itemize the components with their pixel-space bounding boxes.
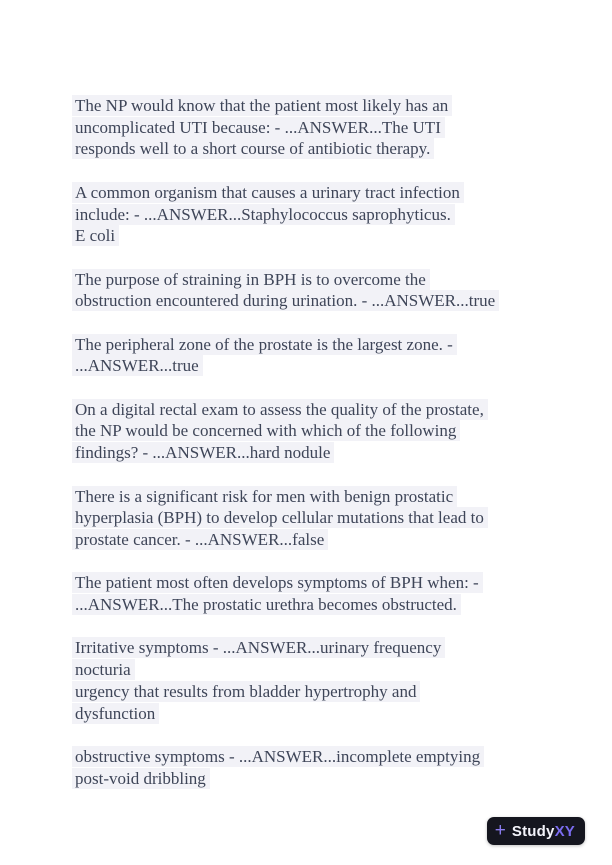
text-line (75, 269, 555, 291)
highlighted-text: ...ANSWER...The prostatic urethra becomes obstructed. (72, 594, 461, 615)
paragraph (75, 334, 555, 377)
text-line (75, 399, 555, 421)
text-line (75, 138, 555, 160)
studyxy-watermark-badge (487, 817, 585, 845)
text-line (75, 529, 555, 551)
highlighted-text: There is a significant risk for men with benign prostatic (72, 486, 457, 507)
highlighted-text: The purpose of straining in BPH is to overcome the (72, 269, 430, 290)
paragraph (75, 572, 555, 615)
text-line (75, 225, 555, 247)
highlighted-text: obstructive symptoms - ...ANSWER...incomplete emptying (72, 746, 484, 767)
highlighted-text: On a digital rectal exam to assess the quality of the prostate, (72, 399, 488, 420)
text-line (75, 182, 555, 204)
text-line (75, 746, 555, 768)
paragraph (75, 182, 555, 247)
text-line (75, 681, 555, 703)
highlighted-text: dysfunction (72, 703, 159, 724)
text-line (75, 486, 555, 508)
paragraph (75, 95, 555, 160)
highlighted-text: The patient most often develops symptoms of BPH when: - (72, 572, 483, 593)
text-line (75, 117, 555, 139)
text-line (75, 290, 555, 312)
highlighted-text: The NP would know that the patient most likely has an (72, 95, 452, 116)
text-line (75, 507, 555, 529)
text-line (75, 204, 555, 226)
text-line (75, 442, 555, 464)
highlighted-text: prostate cancer. - ...ANSWER...false (72, 529, 328, 550)
highlighted-text: the NP would be concerned with which of the following (72, 420, 460, 441)
highlighted-text: responds well to a short course of antibiotic therapy. (72, 138, 434, 159)
highlighted-text: ...ANSWER...true (72, 355, 203, 376)
brand-xy-text: XY (554, 822, 575, 840)
paragraph (75, 399, 555, 464)
paragraph (75, 486, 555, 551)
text-line (75, 572, 555, 594)
highlighted-text: obstruction encountered during urination. - ...ANSWER...true (72, 290, 499, 311)
text-line (75, 95, 555, 117)
highlighted-text: Irritative symptoms - ...ANSWER...urinary frequency (72, 637, 445, 658)
text-line (75, 334, 555, 356)
highlighted-text: urgency that results from bladder hypertrophy and (72, 681, 420, 702)
highlighted-text: A common organism that causes a urinary tract infection (72, 182, 464, 203)
document-content (75, 95, 555, 811)
text-line (75, 659, 555, 681)
text-line (75, 768, 555, 790)
highlighted-text: findings? - ...ANSWER...hard nodule (72, 442, 334, 463)
text-line (75, 594, 555, 616)
text-line (75, 355, 555, 377)
highlighted-text: nocturia (72, 659, 135, 680)
highlighted-text: uncomplicated UTI because: - ...ANSWER...The UTI (72, 117, 445, 138)
paragraph (75, 269, 555, 312)
plus-icon: + (494, 819, 506, 841)
text-line (75, 703, 555, 725)
highlighted-text: E coli (72, 225, 119, 246)
text-line (75, 420, 555, 442)
brand-logo-text (512, 823, 575, 840)
highlighted-text: hyperplasia (BPH) to develop cellular mutations that lead to (72, 507, 488, 528)
highlighted-text: post-void dribbling (72, 768, 210, 789)
paragraph (75, 637, 555, 724)
highlighted-text: The peripheral zone of the prostate is the largest zone. - (72, 334, 457, 355)
paragraph (75, 746, 555, 789)
highlighted-text: include: - ...ANSWER...Staphylococcus saprophyticus. (72, 204, 455, 225)
text-line (75, 637, 555, 659)
brand-study-text: Study (511, 822, 555, 840)
